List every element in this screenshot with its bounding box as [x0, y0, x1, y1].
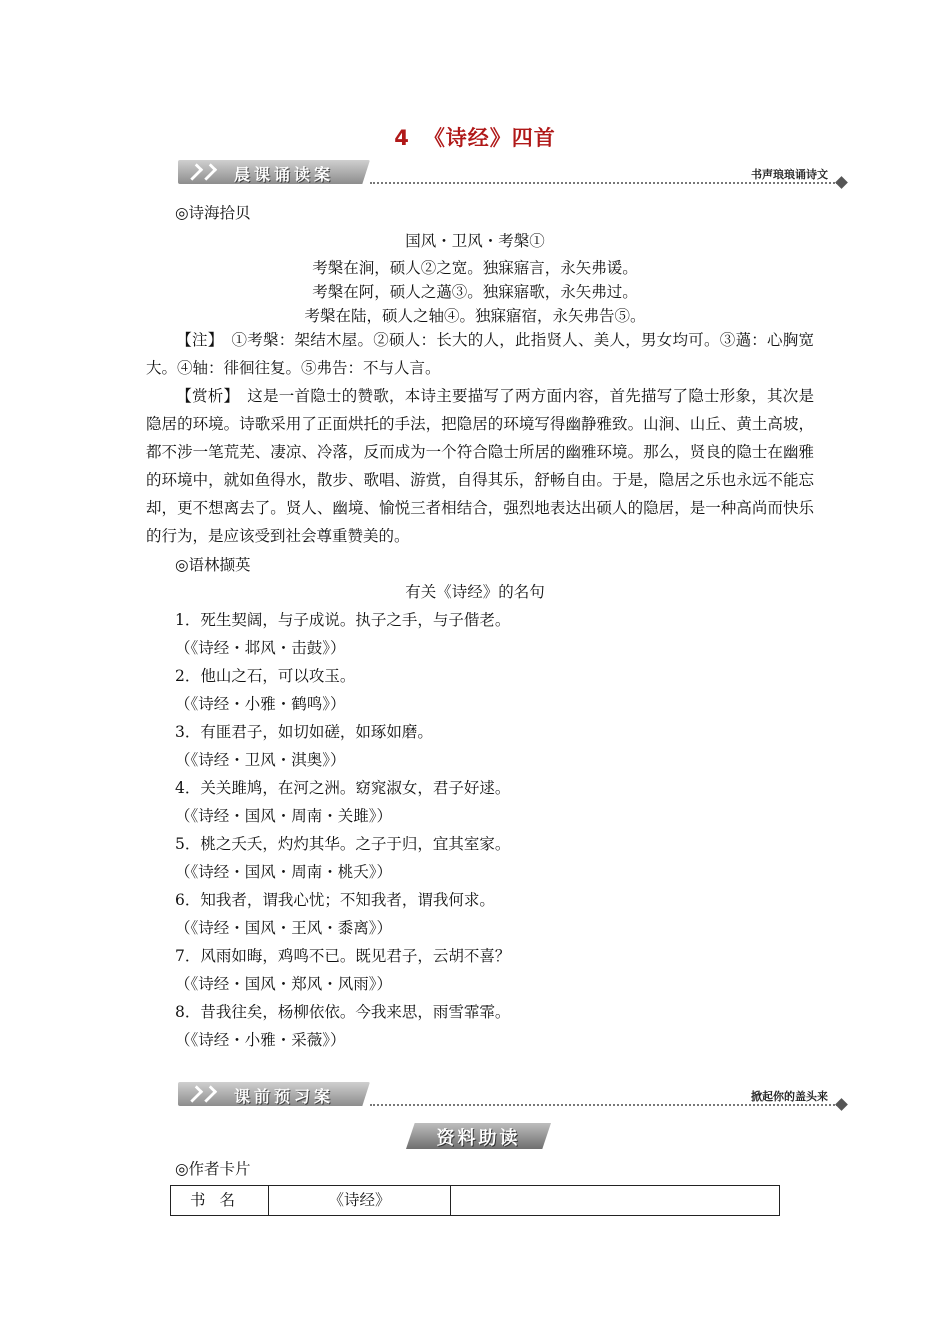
quote-source: （《诗经・国风・王风・黍离》）: [175, 919, 393, 937]
quote-source: （《诗经・国风・周南・关雎》）: [175, 807, 393, 825]
banner-label: 课前预习案: [234, 1087, 335, 1106]
author-card-table: [170, 1185, 780, 1216]
morning-reading-banner: [178, 160, 846, 188]
quote-text: 6．知我者，谓我心忧；不知我者，谓我何求。: [175, 891, 495, 909]
poem-line: 考槃在涧，硕人②之宽。独寐寤言，永矢弗谖。: [312, 259, 638, 277]
section-heading: ◎诗海拾贝: [175, 204, 251, 222]
notes-text: ①考槃：架结木屋。②硕人：长大的人，此指贤人、美人，男女均可。③薖：心胸宽大。④轴：徘徊往复。⑤弗告：不与人言。: [146, 331, 814, 377]
quote-source: （《诗经・国风・周南・桃夭》）: [175, 863, 393, 881]
quote-text: 4．关关雎鸠，在河之洲。窈窕淑女，君子好逑。: [175, 779, 511, 797]
section-subtitle: 有关《诗经》的名句: [405, 583, 545, 601]
materials-heading: [406, 1123, 551, 1149]
diamond-icon: [835, 1098, 848, 1111]
dotted-divider: [370, 1104, 838, 1106]
page-title: [0, 122, 950, 152]
quote-text: 3．有匪君子，如切如磋，如琢如磨。: [175, 723, 433, 741]
appreciation-label: 【赏析】: [176, 387, 232, 405]
notes-paragraph: [146, 326, 814, 382]
notes-label: 【注】: [176, 331, 216, 349]
table-cell-extra: [451, 1186, 780, 1216]
materials-label: 资料助读: [436, 1128, 521, 1149]
dotted-divider: [370, 182, 838, 184]
quote-text: 1．死生契阔，与子成说。执子之手，与子偕老。: [175, 611, 511, 629]
section-heading: ◎语林撷英: [175, 556, 251, 574]
quote-source: （《诗经・卫风・淇奥》）: [175, 751, 346, 769]
preview-banner: [178, 1082, 846, 1110]
quote-source: （《诗经・邶风・击鼓》）: [175, 639, 346, 657]
quote-source: （《诗经・小雅・采薇》）: [175, 1031, 346, 1049]
quote-source: （《诗经・国风・郑风・风雨》）: [175, 975, 393, 993]
lesson-number: 4: [394, 126, 410, 150]
quote-text: 8．昔我往矣，杨柳依依。今我来思，雨雪霏霏。: [175, 1003, 511, 1021]
section-heading: ◎作者卡片: [175, 1160, 251, 1178]
quote-text: 7．风雨如晦，鸡鸣不已。既见君子，云胡不喜？: [175, 947, 511, 965]
diamond-icon: [835, 176, 848, 189]
table-cell-value: 《诗经》: [269, 1186, 451, 1216]
table-row: [171, 1186, 780, 1216]
lesson-title: 《诗经》四首: [423, 126, 556, 150]
poem-line: 考槃在陆，硕人之轴④。独寐寤宿，永矢弗告⑤。: [304, 307, 646, 325]
banner-slogan: 掀起你的盖头来: [751, 1090, 828, 1103]
table-cell-key: 书名: [171, 1186, 269, 1216]
appreciation-text: 这是一首隐士的赞歌，本诗主要描写了两方面内容，首先描写了隐士形象，其次是隐居的环境。诗歌采用了正面烘托的手法，把隐居的环境写得幽静雅致。山涧、山丘、黄土高坡，都不涉一笔荒芜、凄凉、冷落，反而成为一个符合隐士所居的幽雅环境。那么，贤良的隐士在幽雅的环境中，就如鱼得水，散步、歌唱、游赏，自得其乐，舒畅自由。于是，隐居之乐也永远不能忘却，更不想离去了。贤人、幽境、愉悦三者相结合，强烈地表达出硕人的隐居，是一种高尚而快乐的行为，是应该受到社会尊重赞美的。: [146, 387, 814, 545]
quote-text: 2．他山之石，可以攻玉。: [175, 667, 356, 685]
quote-text: 5．桃之夭夭，灼灼其华。之子于归，宜其室家。: [175, 835, 511, 853]
banner-label: 晨课诵读案: [234, 165, 335, 184]
appreciation-paragraph: [146, 382, 814, 550]
banner-slogan: 书声琅琅诵诗文: [751, 168, 828, 181]
poem-title: 国风・卫风・考槃①: [405, 232, 545, 250]
poem-line: 考槃在阿，硕人之薖③。独寐寤歌，永矢弗过。: [312, 283, 638, 301]
quote-source: （《诗经・小雅・鹤鸣》）: [175, 695, 346, 713]
